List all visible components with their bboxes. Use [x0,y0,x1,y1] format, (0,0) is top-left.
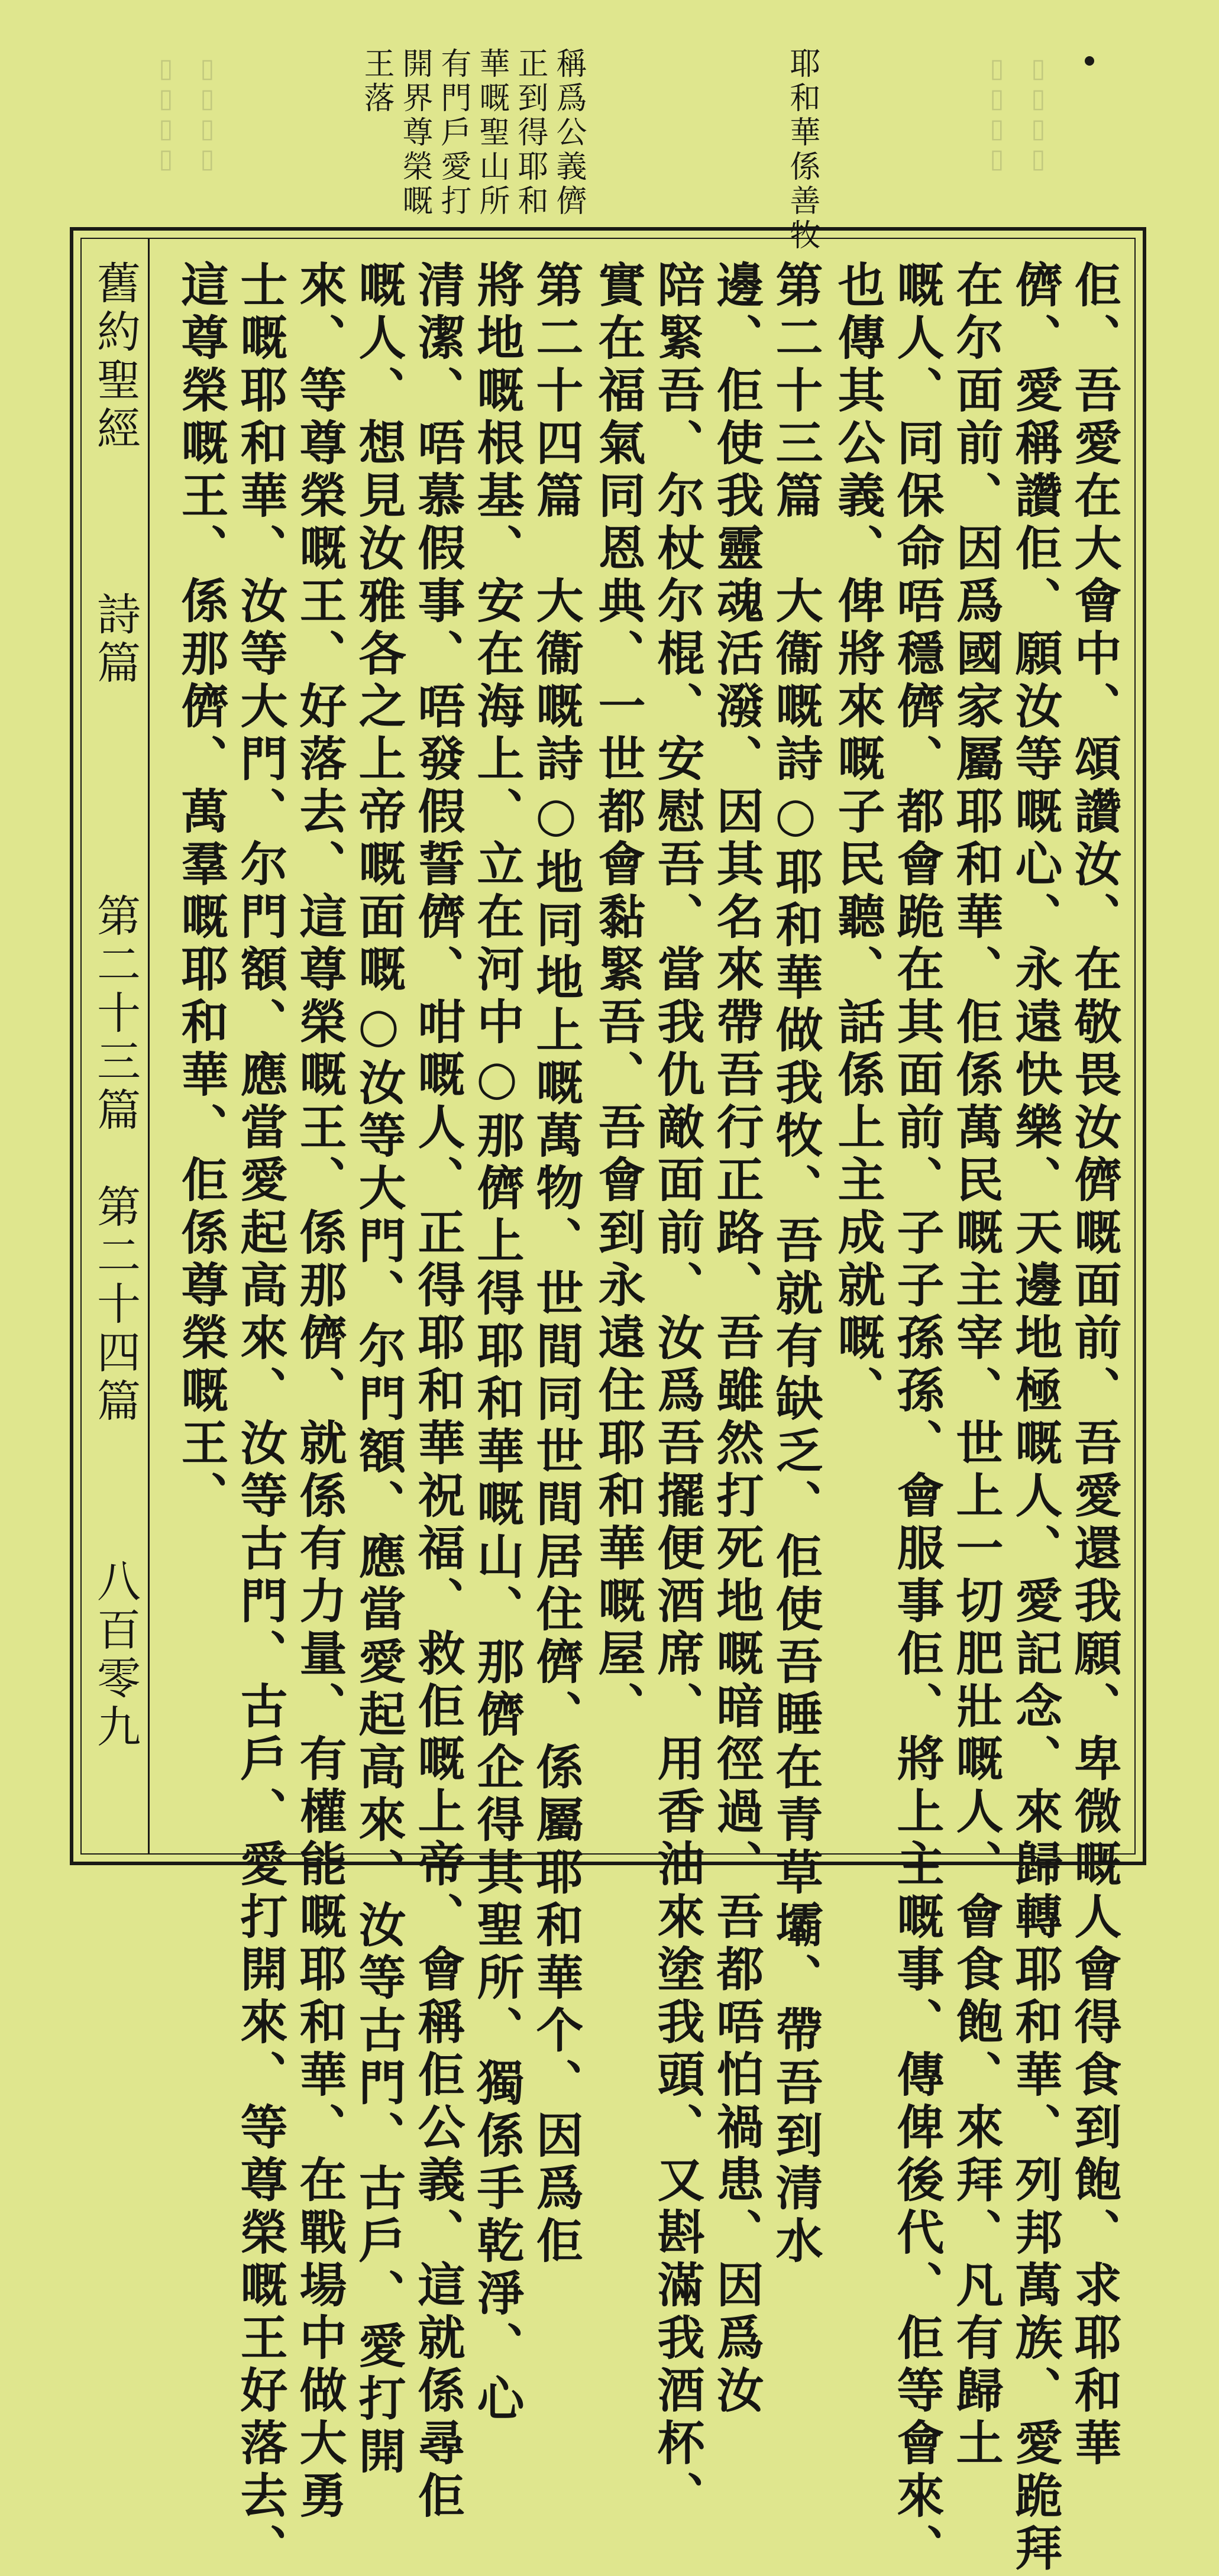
marginal-note: 正到得耶和 [512,47,548,219]
psalm-23-heading-column: 第二十三篇 大衞嘅詩○耶和華做我牧、吾就有缺乏、佢使吾睡在青草壩、帶吾到清水 [768,260,823,2268]
text-column: 在尔面前、因爲國家屬耶和華、佢係萬民嘅主宰、世上一切肥壯嘅人、會食飽、來拜、凡有歸土 [948,260,1004,2471]
bleed-through-text: ▯▯▯▯ [1023,53,1053,174]
section-title: 詩篇 [90,591,141,688]
marginal-note: 稱爲公義儕 [551,47,586,219]
ink-dot [1085,56,1094,66]
text-column: 士嘅耶和華、汝等大門、尔門額、應當愛起高來、汝等古門、古戶、愛打開來、等尊榮嘅王好落去、 [232,260,288,2576]
book-title: 舊約聖經 [90,260,141,454]
marginal-note: 有門戶愛打 [435,47,471,219]
text-column: 陪緊吾、尔杖尔棍、安慰吾、當我仇敵面前、汝爲吾擺便酒席、用香油來塗我頭、又斟滿我酒杯、 [649,260,705,2523]
page-number: 八百零九 [90,1558,141,1752]
text-column: 儕、愛稱讚佢、願汝等嘅心、永遠快樂、天邊地極嘅人、愛記念、來歸轉耶和華、列邦萬族、愛跪拜 [1007,260,1063,2576]
text-column: 嘅人、同保命唔穩儕、都會跪在其面前、子子孫孫、會服事佢、將上主嘅事、傳俾後代、佢等會來、 [889,260,945,2576]
text-column: 也傳其公義、俾將來嘅子民聽、話係上主成就嘅、 [830,260,885,1418]
bleed-through-text: ▯▯▯▯ [151,53,181,174]
running-head-rule [148,238,150,1855]
marginal-note: 耶和華係善牧 [784,47,820,253]
chapter-range: 第二十三篇 第二十四篇 [90,893,141,1426]
text-column: 將地嘅根基、安在海上、立在河中○那儕上得耶和華嘅山、那儕企得其聖所、獨係手乾淨、心 [469,260,525,2426]
text-column: 邊、佢使我靈魂活潑、因其名來帶吾行正路、吾雖然打死地嘅暗徑過、吾都唔怕禍患、因爲汝 [709,260,764,2418]
text-column: 佢、吾愛在大會中、頌讚汝、在敬畏汝儕嘅面前、吾愛還我願、卑微嘅人會得食到飽、求耶和華 [1066,260,1122,2471]
text-column: 實在福氣同恩典、一世都會黏緊吾、吾會到永遠住耶和華嘅屋、 [590,260,646,1734]
bleed-through-text: ▯▯▯▯ [982,53,1012,174]
marginal-note: 王落 [358,47,394,116]
text-column: 來、等尊榮嘅王、好落去、這尊榮嘅王、係那儕、就係有力量、有權能嘅耶和華、在戰場中做大勇 [292,260,347,2523]
bleed-through-text: ▯▯▯▯ [192,53,222,174]
marginal-note: 華嘅聖山所 [474,47,509,219]
marginal-note: 開界尊榮嘅 [397,47,432,219]
text-column: 清潔、唔慕假事、唔發假誓儕、咁嘅人、正得耶和華祝福、救佢嘅上帝、會稱佢公義、這就係尋佢 [410,260,465,2523]
psalm-24-heading-column: 第二十四篇 大衞嘅詩○地同地上嘅萬物、世間同世間居住儕、係屬耶和華个、因爲佢 [528,260,584,2268]
text-column: 這尊榮嘅王、係那儕、萬羣嘅耶和華、佢係尊榮嘅王、 [173,260,229,1523]
text-column: 嘅人、想見汝雅各之上帝嘅面嘅○汝等大門、尔門額、應當愛起高來、汝等古門、古戶、愛打開 [351,260,406,2479]
